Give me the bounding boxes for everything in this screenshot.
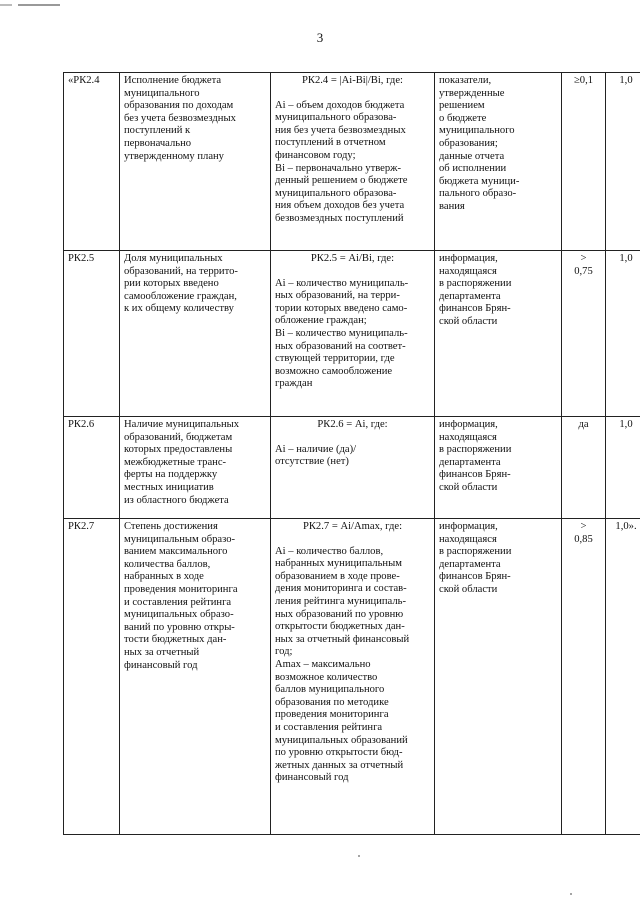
table-row <box>64 417 640 519</box>
indicator-name: Доля муниципальных образований, на террито- рии которых введено самообложение граждан, к их общему количеству <box>120 251 271 417</box>
indicator-source: информация, находящаяся в распоряжении департамента финансов Брян- ской области <box>435 251 562 417</box>
formula-description: Ai – количество муниципаль- ных образований, на терри- тории которых введено само- обложение граждан; Bi – количество муниципаль- ных образований на соответ- ствующей территории, где возможно самообложение граждан <box>275 277 409 390</box>
page-number: 3 <box>316 30 324 45</box>
indicator-threshold: да <box>562 417 606 519</box>
formula-title: РК2.4 = |Ai-Bi|/Bi, где: <box>302 75 403 86</box>
table-row <box>64 519 640 835</box>
indicators-table <box>63 72 640 835</box>
formula-description: Ai – объем доходов бюджета муниципального образова- ния без учета безвозмездных поступлений в отчетном финансовом году; Bi – первоначально утверж- денный решением о бюджете муниципального образова- ния объем доходов без учета безвозмездных поступлений <box>275 99 408 224</box>
indicator-name: Наличие муниципальных образований, бюджетам которых предоставлены межбюджетные транс- ферты на поддержку местных инициатив из областного бюджета <box>120 417 271 519</box>
scan-speck <box>358 855 360 857</box>
indicator-formula <box>271 73 435 251</box>
formula-description: Ai – наличие (да)/ отсутствие (нет) <box>275 443 357 468</box>
indicators-table-body <box>64 73 640 835</box>
indicator-formula <box>271 251 435 417</box>
indicator-source: информация, находящаяся в распоряжении департамента финансов Брян- ской области <box>435 417 562 519</box>
indicator-code: РК2.6 <box>64 417 120 519</box>
indicator-formula <box>271 519 435 835</box>
indicator-threshold: > 0,75 <box>562 251 606 417</box>
indicator-threshold: > 0,85 <box>562 519 606 835</box>
formula-title: РК2.5 = Ai/Bi, где: <box>310 253 395 264</box>
formula-description: Ai – количество баллов, набранных муниципальным образованием в ходе прове- дения мониторинга и состав- ления рейтинга муниципаль- ных образований по уровню открытости бюджетных дан- ных за отчетный финансовый год; Amax – максимально возможное количество баллов муниципального образования по методике проведения мониторинга и составления рейтинга муниципальных образований по уровню открытости бюд- жетных данных за отчетный финансовый год <box>275 545 410 784</box>
scan-speck <box>570 893 572 895</box>
indicator-threshold: ≥0,1 <box>562 73 606 251</box>
formula-title: РК2.7 = Ai/Amax, где: <box>302 521 403 532</box>
table-row <box>64 251 640 417</box>
indicator-weight: 1,0 <box>606 251 640 417</box>
indicator-code: РК2.5 <box>64 251 120 417</box>
indicator-source: информация, находящаяся в распоряжении департамента финансов Брян- ской области <box>435 519 562 835</box>
indicator-name: Степень достижения муниципальным образо- ванием максимального количества баллов, набранных в ходе проведения мониторинга и составления рейтинга муниципальных образо- ваний по уровню откры- тости бюджетных дан- ных за отчетный финансовый год <box>120 519 271 835</box>
scan-artifact <box>18 4 60 6</box>
indicator-name: Исполнение бюджета муниципального образования по доходам без учета безвозмездных поступлений к первоначально утвержденному плану <box>120 73 271 251</box>
table-row <box>64 73 640 251</box>
indicator-formula <box>271 417 435 519</box>
indicator-code: «РК2.4 <box>64 73 120 251</box>
indicator-code: РК2.7 <box>64 519 120 835</box>
scan-artifact <box>0 4 12 6</box>
indicator-source: показатели, утвержденные решением о бюджете муниципального образования; данные отчета об исполнении бюджета муници- пального образо- вания <box>435 73 562 251</box>
formula-title: РК2.6 = Ai, где: <box>317 419 388 430</box>
indicator-weight: 1,0 <box>606 417 640 519</box>
indicator-weight: 1,0 <box>606 73 640 251</box>
indicator-weight: 1,0». <box>606 519 640 835</box>
